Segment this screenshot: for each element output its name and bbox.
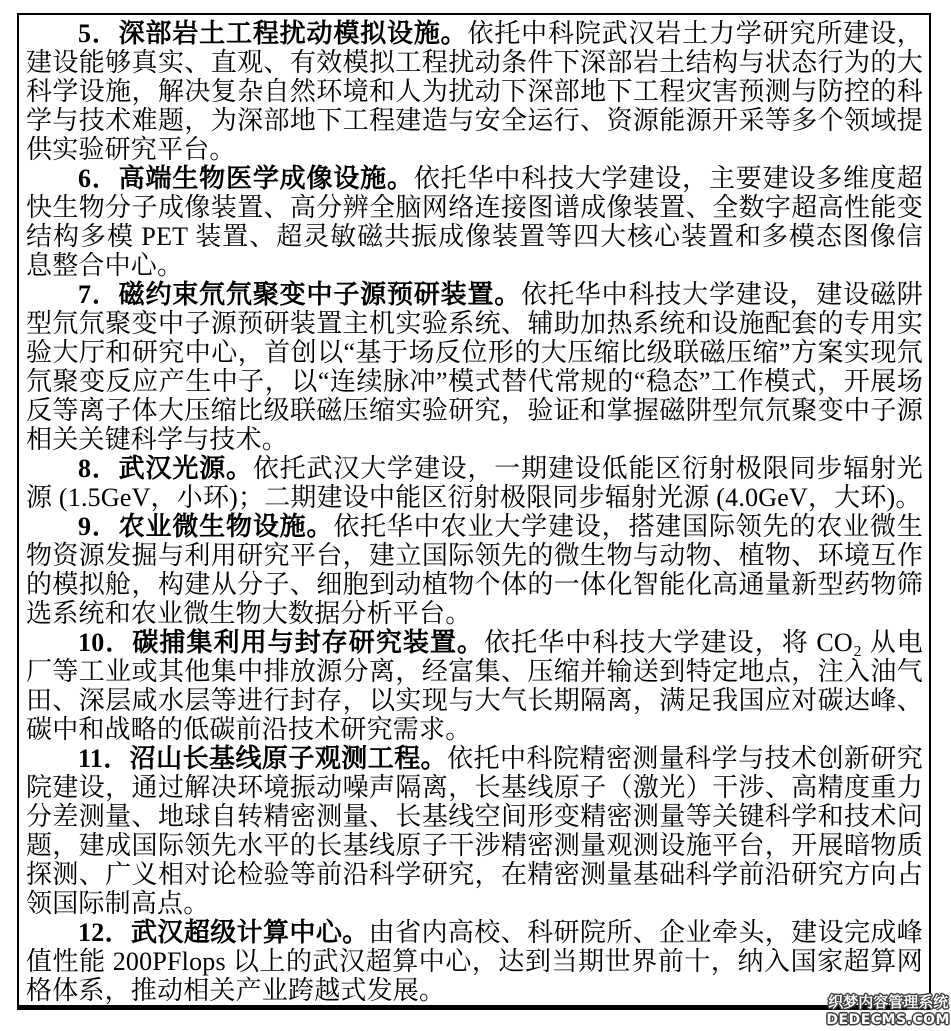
facility-paragraph-6 (26, 164, 923, 280)
document-page-frame (17, 13, 931, 1010)
facility-number: 12． (78, 918, 132, 947)
facility-paragraph-7 (26, 280, 923, 454)
facility-title: 武汉超级计算中心。 (131, 918, 369, 947)
facility-number: 5． (78, 19, 119, 48)
facility-paragraph-11 (26, 744, 923, 918)
facility-paragraph-12 (26, 918, 923, 1005)
facility-title: 武汉光源。 (118, 454, 253, 483)
facility-paragraph-10 (26, 628, 923, 744)
facility-description: 依托华中农业大学建设，搭建国际领先的农业微生物资源发掘与利用研究平台，建立国际领先的微生物与动物、植物、环境互作的模拟舱，构建从分子、细胞到动植物个体的一体化智能化高通量新型药物筛选系统和农业微生物大数据分析平台。 (26, 512, 923, 628)
facility-number: 6． (78, 164, 119, 193)
facility-paragraph-8 (26, 454, 923, 512)
facility-number: 9． (78, 512, 119, 541)
cms-watermark (826, 993, 950, 1029)
facility-title: 深部岩土工程扰动模拟设施。 (118, 19, 468, 48)
facility-description: 依托华中科技大学建设，主要建设多维度超快生物分子成像装置、高分辨全脑网络连接图谱成像装置、全数字超高性能变结构多模 PET 装置、超灵敏磁共振成像装置等四大核心装置和多模态图像信息整合中心。 (26, 164, 923, 280)
facility-title: 磁约束氘氘聚变中子源预研装置。 (118, 280, 522, 309)
facility-paragraph-5 (26, 19, 923, 164)
facility-number: 11． (78, 744, 130, 773)
facility-description: 依托华中科技大学建设，将 CO₂ 从电厂等工业或其他集中排放源分离，经富集、压缩并输送到特定地点，注入油气田、深层咸水层等进行封存，以实现与大气长期隔离，满足我国应对碳达峰、碳中和战略的低碳前沿技术研究需求。 (26, 628, 923, 744)
facility-description: 依托中科院精密测量科学与技术创新研究院建设，通过解决环境振动噪声隔离，长基线原子（激光）干涉、高精度重力分差测量、地球自转精密测量、长基线空间形变精密测量等关键科学和技术问题，建成国际领先水平的长基线原子干涉精密测量观测设施平台，开展暗物质探测、广义相对论检验等前沿科学研究，在精密测量基础科学前沿研究方向占领国际制高点。 (26, 744, 923, 918)
watermark-text-domain: DEDECMS.COM (826, 1011, 950, 1028)
facility-number: 10． (78, 628, 133, 657)
facility-number: 7． (78, 280, 119, 309)
facility-title: 农业微生物设施。 (118, 512, 334, 541)
facility-title: 高端生物医学成像设施。 (118, 164, 414, 193)
facility-number: 8． (78, 454, 119, 483)
facility-title: 沼山长基线原子观测工程。 (129, 744, 448, 773)
facility-paragraph-9 (26, 512, 923, 628)
facility-description: 依托武汉大学建设，一期建设低能区衍射极限同步辐射光源 (1.5GeV，小环)；二期建设中能区衍射极限同步辐射光源 (4.0GeV，大环)。 (26, 454, 923, 512)
facility-description: 依托中科院武汉岩土力学研究所建设，建设能够真实、直观、有效模拟工程扰动条件下深部岩土结构与状态行为的大科学设施，解决复杂自然环境和人为扰动下深部地下工程灾害预测与防控的科学与技术难题，为深部地下工程建造与安全运行、资源能源开采等多个领域提供实验研究平台。 (26, 19, 923, 164)
facility-description: 由省内高校、科研院所、企业牵头，建设完成峰值性能 200PFlops 以上的武汉超算中心，达到当期世界前十，纳入国家超算网格体系，推动相关产业跨越式发展。 (26, 918, 923, 1005)
facility-title: 碳捕集利用与封存研究装置。 (132, 628, 485, 657)
facility-description: 依托华中科技大学建设，建设磁阱型氘氘聚变中子源预研装置主机实验系统、辅助加热系统和设施配套的专用实验大厅和研究中心，首创以“基于场反位形的大压缩比级联磁压缩”方案实现氘氘聚变反应产生中子，以“连续脉冲”模式替代常规的“稳态”工作模式，开展场反等离子体大压缩比级联磁压缩实验研究，验证和掌握磁阱型氘氘聚变中子源相关关键科学与技术。 (26, 280, 923, 454)
watermark-text-cn: 织梦内容管理系统 (828, 992, 949, 1011)
